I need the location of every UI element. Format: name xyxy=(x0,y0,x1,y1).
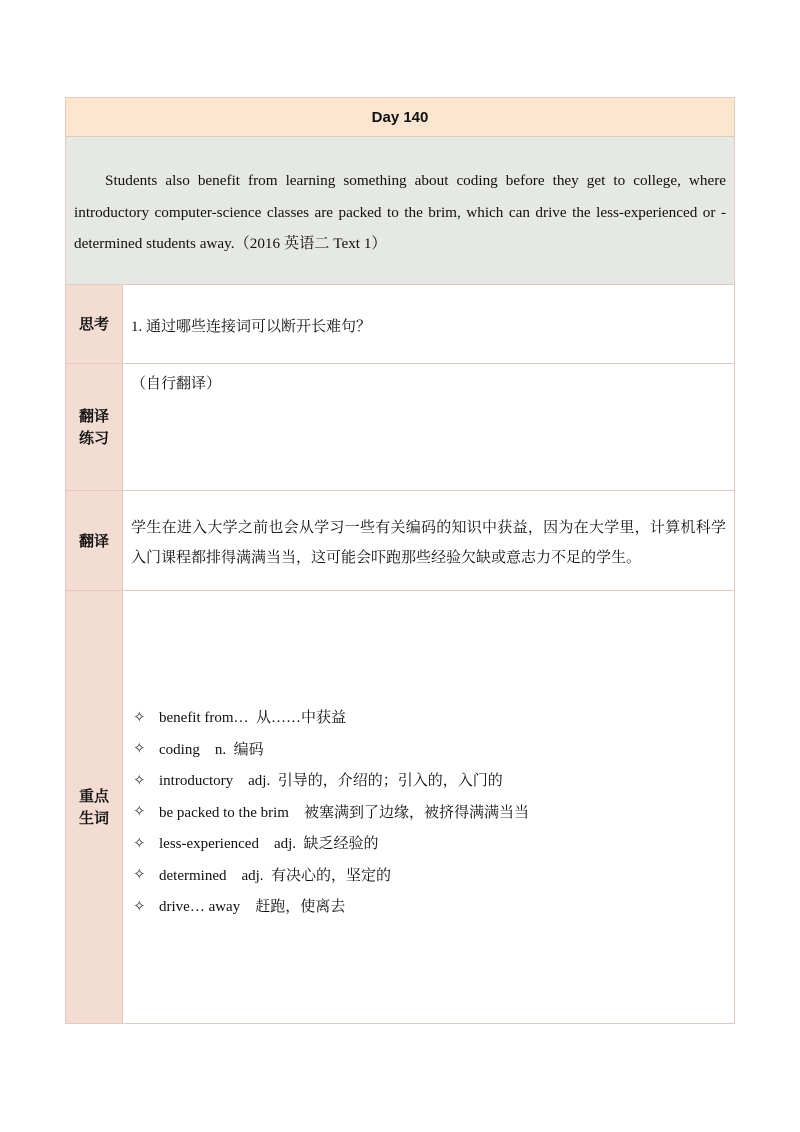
vocabulary-label-text: 重点生词 xyxy=(78,787,109,827)
vocabulary-term: drive… away 赶跑，使离去 xyxy=(159,899,346,916)
card-title: Day 140 xyxy=(66,98,734,137)
vocabulary-cell xyxy=(123,591,734,1023)
think-label xyxy=(66,285,123,363)
vocabulary-term: determined adj. 有决心的，坚定的 xyxy=(159,867,392,884)
vocabulary-item xyxy=(133,764,734,796)
four-point-star-icon: ✧ xyxy=(133,739,146,758)
english-passage xyxy=(66,137,734,285)
vocabulary-term: introductory adj. 引导的，介绍的；引入的，入门的 xyxy=(159,773,503,790)
four-point-star-icon: ✧ xyxy=(133,707,146,726)
vocabulary-item xyxy=(133,859,734,891)
translation-label-text: 翻译 xyxy=(78,531,109,550)
vocabulary-list xyxy=(133,701,734,922)
practice-label xyxy=(66,364,123,490)
vocabulary-item xyxy=(133,890,734,922)
four-point-star-icon: ✧ xyxy=(133,896,146,915)
vocabulary-item xyxy=(133,733,734,765)
practice-row xyxy=(66,364,734,491)
translation-text: 学生在进入大学之前也会从学习一些有关编码的知识中获益，因为在大学里，计算机科学入门课程都排得满满当当，这可能会吓跑那些经验欠缺或意志力不足的学生。 xyxy=(131,520,726,566)
four-point-star-icon: ✧ xyxy=(133,802,146,821)
vocabulary-item xyxy=(133,701,734,733)
translation-row xyxy=(66,491,734,591)
vocabulary-row xyxy=(66,591,734,1023)
vocabulary-item xyxy=(133,796,734,828)
think-question: 1. 通过哪些连接词可以断开长难句？ xyxy=(131,319,372,335)
vocabulary-term: benefit from… 从……中获益 xyxy=(159,710,347,727)
four-point-star-icon: ✧ xyxy=(133,865,146,884)
study-card xyxy=(65,97,735,1024)
vocabulary-item xyxy=(133,827,734,859)
practice-label-text: 翻译练习 xyxy=(78,407,109,447)
translation-label xyxy=(66,491,123,590)
think-label-text: 思考 xyxy=(78,315,109,333)
think-row xyxy=(66,285,734,364)
vocabulary-label xyxy=(66,591,123,1023)
passage-text: Students also benefit from learning something about coding before they get to college, where introductory computer-science classes are packed to the brim, which can drive the less-experienced or -determined students away.（2016 英语二 Text 1） xyxy=(74,172,726,252)
four-point-star-icon: ✧ xyxy=(133,833,146,852)
practice-hint: （自行翻译） xyxy=(131,376,222,392)
vocabulary-term: coding n. 编码 xyxy=(159,741,264,758)
four-point-star-icon: ✧ xyxy=(133,770,146,789)
vocabulary-term: less-experienced adj. 缺乏经验的 xyxy=(159,836,379,853)
vocabulary-term: be packed to the brim 被塞满到了边缘，被挤得满满当当 xyxy=(159,804,529,821)
